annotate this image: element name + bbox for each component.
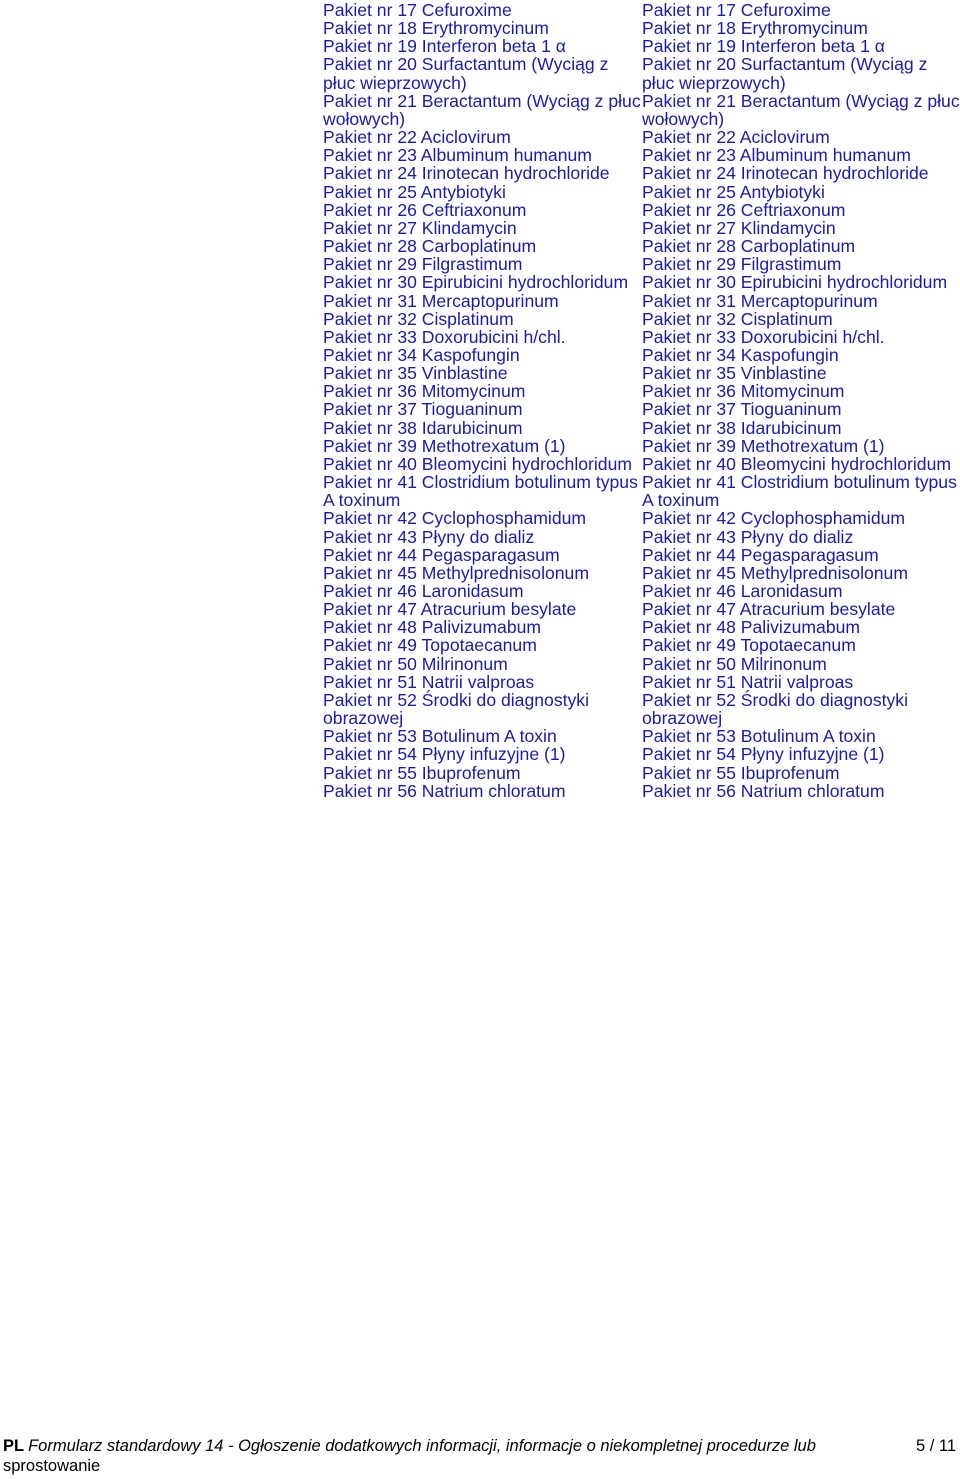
package-item: Pakiet nr 33 Doxorubicini h/chl. bbox=[323, 326, 566, 347]
package-item: Pakiet nr 54 Płyny infuzyjne (1) bbox=[642, 744, 885, 765]
package-item: Pakiet nr 50 Milrinonum bbox=[642, 653, 827, 674]
package-item: Pakiet nr 55 Ibuprofenum bbox=[323, 762, 521, 783]
package-item: Pakiet nr 53 Botulinum A toxin bbox=[323, 726, 557, 747]
package-item: Pakiet nr 22 Aciclovirum bbox=[323, 127, 511, 148]
page-footer bbox=[3, 1436, 960, 1476]
package-item: Pakiet nr 41 Clostridium botulinum typus A toxinum bbox=[323, 472, 638, 511]
package-item: Pakiet nr 28 Carboplatinum bbox=[323, 236, 537, 257]
package-item: Pakiet nr 30 Epirubicini hydrochloridum bbox=[642, 272, 948, 293]
package-item: Pakiet nr 46 Laronidasum bbox=[642, 581, 843, 601]
package-item: Pakiet nr 35 Vinblastine bbox=[642, 363, 827, 384]
package-item: Pakiet nr 45 Methylprednisolonum bbox=[323, 562, 590, 583]
package-item: Pakiet nr 19 Interferon beta 1 α bbox=[642, 36, 885, 57]
package-item: Pakiet nr 46 Laronidasum bbox=[323, 581, 524, 601]
package-item: Pakiet nr 42 Cyclophosphamidum bbox=[323, 508, 587, 529]
package-item: Pakiet nr 18 Erythromycinum bbox=[642, 18, 868, 39]
package-item: Pakiet nr 37 Tioguaninum bbox=[323, 399, 523, 420]
right-column bbox=[642, 1, 960, 800]
package-item: Pakiet nr 25 Antybiotyki bbox=[323, 181, 506, 202]
package-item: Pakiet nr 47 Atracurium besylate bbox=[642, 599, 896, 620]
package-item: Pakiet nr 26 Ceftriaxonum bbox=[323, 199, 527, 220]
package-item: Pakiet nr 40 Bleomycini hydrochloridum bbox=[642, 453, 952, 474]
package-item: Pakiet nr 22 Aciclovirum bbox=[642, 127, 830, 148]
package-item: Pakiet nr 52 Środki do diagnostyki obrazowej bbox=[323, 689, 590, 729]
package-item: Pakiet nr 31 Mercaptopurinum bbox=[642, 290, 878, 311]
package-item: Pakiet nr 29 Filgrastimum bbox=[323, 254, 523, 275]
package-item: Pakiet nr 35 Vinblastine bbox=[323, 363, 508, 384]
package-item: Pakiet nr 34 Kaspofungin bbox=[323, 344, 520, 365]
package-item: Pakiet nr 48 Palivizumabum bbox=[323, 617, 542, 638]
package-item: Pakiet nr 31 Mercaptopurinum bbox=[323, 290, 559, 311]
package-item: Pakiet nr 56 Natrium chloratum bbox=[642, 780, 885, 801]
package-item: Pakiet nr 23 Albuminum humanum bbox=[642, 145, 911, 166]
package-item: Pakiet nr 18 Erythromycinum bbox=[323, 18, 549, 39]
package-item: Pakiet nr 44 Pegasparagasum bbox=[642, 544, 879, 565]
package-item: Pakiet nr 45 Methylprednisolonum bbox=[642, 562, 909, 583]
language-code: PL bbox=[3, 1437, 25, 1455]
package-item: Pakiet nr 17 Cefuroxime bbox=[642, 0, 831, 20]
package-item: Pakiet nr 36 Mitomycinum bbox=[642, 381, 845, 402]
package-item: Pakiet nr 56 Natrium chloratum bbox=[323, 780, 566, 801]
package-item: Pakiet nr 39 Methotrexatum (1) bbox=[642, 435, 885, 456]
package-item: Pakiet nr 29 Filgrastimum bbox=[642, 254, 842, 275]
package-item: Pakiet nr 24 Irinotecan hydrochloride bbox=[642, 163, 929, 184]
package-item: Pakiet nr 21 Beractantum (Wyciąg z płuc wołowych) bbox=[323, 90, 641, 129]
package-item: Pakiet nr 48 Palivizumabum bbox=[642, 617, 861, 638]
package-item: Pakiet nr 54 Płyny infuzyjne (1) bbox=[323, 744, 566, 765]
package-item: Pakiet nr 32 Cisplatinum bbox=[323, 308, 514, 329]
package-item: Pakiet nr 30 Epirubicini hydrochloridum bbox=[323, 272, 629, 293]
page-number: 5 / 11 bbox=[915, 1437, 956, 1455]
package-item: Pakiet nr 27 Klindamycin bbox=[642, 217, 836, 238]
package-item: Pakiet nr 21 Beractantum (Wyciąg z płuc wołowych) bbox=[642, 90, 960, 129]
package-item: Pakiet nr 37 Tioguaninum bbox=[642, 399, 842, 420]
package-item: Pakiet nr 47 Atracurium besylate bbox=[323, 599, 577, 620]
package-item: Pakiet nr 26 Ceftriaxonum bbox=[642, 199, 846, 220]
form-title-continuation: sprostowanie bbox=[3, 1457, 101, 1475]
package-item: Pakiet nr 39 Methotrexatum (1) bbox=[323, 435, 566, 456]
package-item: Pakiet nr 27 Klindamycin bbox=[323, 217, 517, 238]
package-item: Pakiet nr 49 Topotaecanum bbox=[323, 635, 537, 656]
package-item: Pakiet nr 25 Antybiotyki bbox=[642, 181, 825, 202]
package-item: Pakiet nr 50 Milrinonum bbox=[323, 653, 508, 674]
package-item: Pakiet nr 32 Cisplatinum bbox=[642, 308, 833, 329]
package-item: Pakiet nr 44 Pegasparagasum bbox=[323, 544, 560, 565]
package-item: Pakiet nr 20 Surfactantum (Wyciąg z płuc wieprzowych) bbox=[323, 54, 609, 93]
package-item: Pakiet nr 17 Cefuroxime bbox=[323, 0, 512, 20]
package-item: Pakiet nr 38 Idarubicinum bbox=[642, 417, 842, 438]
package-item: Pakiet nr 40 Bleomycini hydrochloridum bbox=[323, 453, 633, 474]
package-item: Pakiet nr 43 Płyny do dializ bbox=[642, 526, 854, 547]
package-item: Pakiet nr 23 Albuminum humanum bbox=[323, 145, 592, 166]
package-item: Pakiet nr 51 Natrii valproas bbox=[642, 671, 854, 692]
package-item: Pakiet nr 55 Ibuprofenum bbox=[642, 762, 840, 783]
package-item: Pakiet nr 24 Irinotecan hydrochloride bbox=[323, 163, 610, 184]
package-item: Pakiet nr 43 Płyny do dializ bbox=[323, 526, 535, 547]
left-column bbox=[323, 1, 641, 800]
package-item: Pakiet nr 51 Natrii valproas bbox=[323, 671, 535, 692]
package-item: Pakiet nr 38 Idarubicinum bbox=[323, 417, 523, 438]
package-item: Pakiet nr 49 Topotaecanum bbox=[642, 635, 856, 656]
package-item: Pakiet nr 28 Carboplatinum bbox=[642, 236, 856, 257]
package-item: Pakiet nr 34 Kaspofungin bbox=[642, 344, 839, 365]
package-item: Pakiet nr 19 Interferon beta 1 α bbox=[323, 36, 566, 57]
package-item: Pakiet nr 20 Surfactantum (Wyciąg z płuc wieprzowych) bbox=[642, 54, 928, 93]
form-title: Formularz standardowy 14 - Ogłoszenie dodatkowych informacji, informacje o niekompletnej procedurze lub bbox=[28, 1437, 816, 1455]
package-item: Pakiet nr 52 Środki do diagnostyki obrazowej bbox=[642, 689, 909, 729]
package-item: Pakiet nr 33 Doxorubicini h/chl. bbox=[642, 326, 885, 347]
package-item: Pakiet nr 42 Cyclophosphamidum bbox=[642, 508, 906, 529]
package-item: Pakiet nr 53 Botulinum A toxin bbox=[642, 726, 876, 747]
package-item: Pakiet nr 36 Mitomycinum bbox=[323, 381, 526, 402]
package-item: Pakiet nr 41 Clostridium botulinum typus A toxinum bbox=[642, 472, 957, 511]
